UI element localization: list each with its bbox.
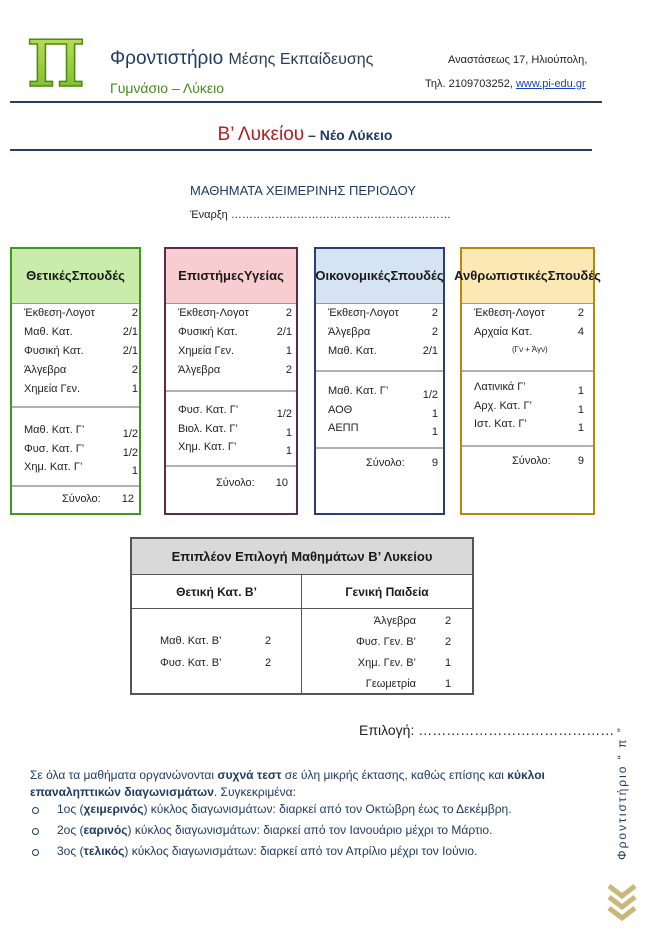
total-value: 10 <box>275 477 288 489</box>
course-row <box>178 307 292 319</box>
total-label: Σύνολο: <box>512 455 551 467</box>
course-name: Χημεία Γεν. <box>24 383 81 395</box>
course-row-advanced <box>328 403 438 420</box>
group-total <box>512 455 584 467</box>
group-title: Οικονομικές Σπουδές <box>316 249 443 304</box>
course-row-advanced <box>178 422 292 439</box>
course-row-advanced <box>474 418 584 434</box>
course-name: Άλγεβρα <box>178 364 221 376</box>
course-row-advanced <box>24 442 138 459</box>
choice-line: Επιλογή: …………………………………… <box>359 722 615 738</box>
course-row <box>328 345 438 357</box>
course-name: Βιολ. Κατ. Γ’ <box>178 422 238 435</box>
course-name: ΑΟΘ <box>328 403 353 416</box>
course-hours: 1 <box>131 465 138 477</box>
course-row <box>474 326 584 338</box>
header-divider <box>10 101 602 103</box>
contact: Τηλ. 2109703252, www.pi-edu.gr <box>425 78 586 90</box>
course-row <box>24 364 138 376</box>
course-hours: 2 <box>131 364 138 376</box>
course-name: Χημεία Γεν. <box>178 345 235 357</box>
group-title: Επιστήμες Υγείας <box>166 249 296 304</box>
total-label: Σύνολο: <box>62 493 101 505</box>
course-row <box>474 307 584 319</box>
course-row <box>178 364 292 376</box>
list-item: 1ος (χειμερινός) κύκλος διαγωνισμάτων: διαρκεί από τον Οκτώβρη έως το Δεκέμβρη. <box>32 802 512 823</box>
bullet-icon <box>32 807 39 814</box>
course-hours: 1 <box>577 422 584 434</box>
course-hours: 1 <box>285 426 292 439</box>
course-hours: 2/1 <box>276 326 292 338</box>
address: Αναστάσεως 17, Ηλιούπολη, <box>448 54 588 66</box>
course-name: Χημ. Κατ. Γ’ <box>178 441 237 453</box>
extra-course-hours: 1 <box>445 657 452 669</box>
course-name: Έκθεση-Λογοτ <box>474 307 545 319</box>
course-hours: 1 <box>285 345 292 357</box>
course-hours: 1 <box>431 426 438 438</box>
course-row-advanced <box>178 441 292 457</box>
group-total <box>62 493 134 505</box>
start-date-line: Έναρξη …………………………………………………… <box>190 209 451 221</box>
total-label: Σύνολο: <box>216 477 255 489</box>
course-hours: 1 <box>431 407 438 420</box>
group-divider <box>462 445 593 447</box>
title-divider <box>10 149 592 151</box>
bullet-icon <box>32 849 39 856</box>
course-hours: 2/1 <box>122 345 138 357</box>
course-hours: 4 <box>577 326 584 338</box>
logo-letter: π <box>26 14 86 98</box>
list-item: 2ος (εαρινός) κύκλος διαγωνισμάτων: διαρκεί από τον Ιανουάριο μέχρι το Μάρτιο. <box>32 823 512 844</box>
course-hours: 2 <box>431 307 438 319</box>
total-value: 9 <box>431 457 438 469</box>
course-hours: 1/2 <box>122 446 138 459</box>
extra-course-hours: 2 <box>265 657 272 669</box>
column-divider <box>301 575 302 693</box>
course-name: Χημ. Κατ. Γ’ <box>24 461 83 473</box>
course-hours: 2 <box>131 307 138 319</box>
page-title: Β’ Λυκείου – Νέο Λύκειο <box>217 124 393 145</box>
extra-course-name: Χημ. Γεν. Β’ <box>357 657 416 669</box>
course-hours: 1/2 <box>276 408 292 420</box>
svg-text:Φροντιστήριο “ π ”: Φροντιστήριο “ π ” <box>615 726 629 860</box>
course-name: Φυσ. Κατ. Γ’ <box>178 404 239 416</box>
info-paragraph: Σε όλα τα μαθήματα οργανώνονται συχνά τεστ σε ύλη μικρής έκτασης, καθώς επίσης και κύκλοι επαναληπτικών διαγωνισμάτων. Συγκεκριμένα: <box>30 768 545 799</box>
total-label: Σύνολο: <box>366 457 405 469</box>
extra-course-hours: 2 <box>265 635 272 647</box>
course-name: Έκθεση-Λογοτ <box>328 307 399 319</box>
extra-col1-header: Θετική Κατ. Β’ <box>132 575 301 609</box>
brand-name: Φροντιστήριο Μέσης Εκπαίδευσης <box>110 48 374 69</box>
extra-course-name: Φυσ. Κατ. Β’ <box>160 657 222 669</box>
group-box-humanities <box>454 247 601 515</box>
course-name: Φυσική Κατ. <box>24 345 84 357</box>
course-name: Άλγεβρα <box>328 326 371 338</box>
course-row <box>328 326 438 338</box>
group-title: Ανθρωπιστικές Σπουδές <box>462 249 593 304</box>
course-name: Μαθ. Κατ. Γ’ <box>24 424 85 436</box>
course-hours: 2 <box>431 326 438 338</box>
course-name: Φυσική Κατ. <box>178 326 238 338</box>
course-name: Μαθ. Κατ. Γ’ <box>328 385 389 397</box>
course-name: Λατινικά Γ’ <box>474 381 526 393</box>
course-row-advanced <box>474 381 584 397</box>
extra-col2-header: Γενική Παιδεία <box>302 575 472 609</box>
extra-course-name: Φυσ. Γεν. Β’ <box>355 636 416 648</box>
group-divider <box>166 465 296 467</box>
pi-logo <box>14 14 98 98</box>
extra-course-hours: 2 <box>445 636 452 648</box>
course-row-advanced <box>178 404 292 420</box>
extra-course-name: Γεωμετρία <box>365 678 416 690</box>
group-total <box>216 477 288 489</box>
course-row-advanced <box>24 461 138 477</box>
course-hours: 1 <box>577 403 584 416</box>
course-name: Άλγεβρα <box>24 364 67 376</box>
course-row-advanced <box>328 385 438 401</box>
course-row <box>24 345 138 357</box>
course-name: ΑΕΠΠ <box>328 422 359 434</box>
course-hours: 2 <box>577 307 584 319</box>
extra-courses-table <box>130 537 474 695</box>
course-hours: 1/2 <box>422 389 438 401</box>
extra-course-hours: 2 <box>445 615 452 627</box>
course-hours: 2 <box>285 364 292 376</box>
course-row <box>178 345 292 357</box>
course-hours: 1 <box>577 385 584 397</box>
brand-levels: Γυμνάσιο – Λύκειο <box>110 80 225 96</box>
group-divider <box>12 485 139 487</box>
extra-course-name: Άλγεβρα <box>373 615 416 627</box>
group-divider <box>462 370 593 372</box>
group-divider <box>166 390 296 392</box>
extra-course-name: Μαθ. Κατ. Β’ <box>160 635 222 647</box>
course-row <box>24 307 138 319</box>
total-value: 9 <box>577 455 584 467</box>
website-link[interactable]: www.pi-edu.gr <box>515 78 586 90</box>
exam-cycles-list <box>32 802 512 865</box>
course-row <box>328 307 438 319</box>
course-name: Έκθεση-Λογοτ <box>24 307 95 319</box>
course-note: (Γν + Άγν) <box>512 345 548 354</box>
extra-course-hours: 1 <box>445 678 452 690</box>
course-row-advanced <box>24 424 138 440</box>
total-value: 12 <box>121 493 134 505</box>
course-row <box>178 326 292 338</box>
course-row-advanced <box>328 422 438 438</box>
course-row-advanced <box>474 399 584 416</box>
course-name: Αρχ. Κατ. Γ’ <box>474 399 533 412</box>
group-box-positive-sciences <box>10 247 141 515</box>
course-name: Μαθ. Κατ. <box>24 326 73 338</box>
course-name: Φυσ. Κατ. Γ’ <box>24 442 85 455</box>
group-title: Θετικές Σπουδές <box>12 249 139 304</box>
section-subtitle: ΜΑΘΗΜΑΤΑ ΧΕΙΜΕΡΙΝΗΣ ΠΕΡΙΟΔΟΥ <box>190 183 416 198</box>
side-vertical-text <box>606 690 636 870</box>
group-divider <box>12 406 139 408</box>
course-hours: 2/1 <box>422 345 438 357</box>
course-row <box>24 326 138 338</box>
course-hours: 2 <box>285 307 292 319</box>
course-hours: 2/1 <box>122 326 138 338</box>
course-hours: 1/2 <box>122 428 138 440</box>
course-name: Ιστ. Κατ. Γ’ <box>474 418 527 430</box>
bullet-icon <box>32 828 39 835</box>
group-divider <box>316 447 443 449</box>
group-total <box>366 457 438 469</box>
course-name: Έκθεση-Λογοτ <box>178 307 249 319</box>
course-name: Αρχαία Κατ. <box>474 326 533 338</box>
extra-table-title: Επιπλέον Επιλογή Μαθημάτων Β’ Λυκείου <box>132 539 472 575</box>
list-item: 3ος (τελικός) κύκλος διαγωνισμάτων: διαρκεί από τον Απρίλιο μέχρι τον Ιούνιο. <box>32 844 512 865</box>
chevron-down-icon <box>606 883 638 927</box>
group-box-economics <box>314 247 445 515</box>
course-hours: 1 <box>285 445 292 457</box>
course-name: Μαθ. Κατ. <box>328 345 377 357</box>
group-box-health-sciences <box>164 247 298 515</box>
course-row <box>24 383 138 395</box>
course-hours: 1 <box>131 383 138 395</box>
group-divider <box>316 370 443 372</box>
